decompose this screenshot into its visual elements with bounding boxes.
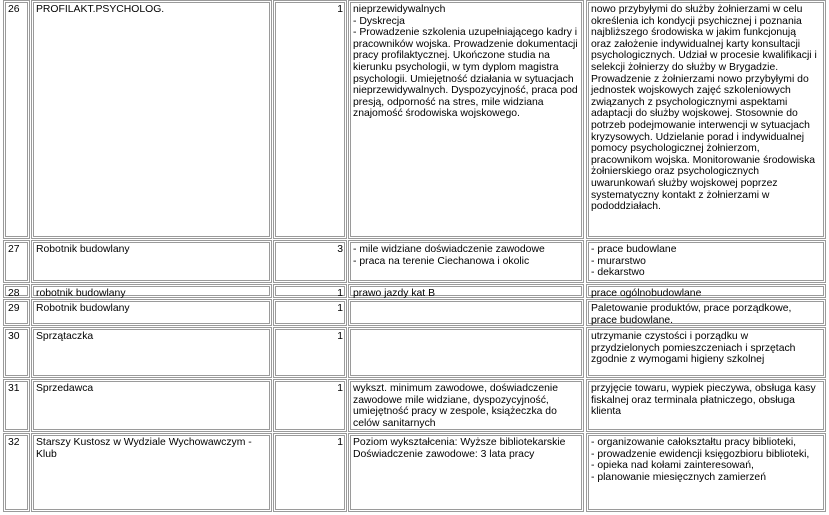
duty-line: utrzymanie czystości i porządku w	[591, 331, 749, 342]
requirement-line: Doświadczenie zawodowe: 3 lata pracy	[353, 448, 535, 460]
duty-line: psychologicznych. Udział w procesie kwalifikacji i	[591, 50, 817, 62]
duty-line: - murarstwo	[591, 255, 646, 267]
requirement-line: - Dyskrecja	[353, 15, 405, 27]
duty-line: - opieka nad kołami zainteresowań,	[591, 460, 754, 472]
quantity-cell	[273, 240, 347, 283]
duty-line: pracownikom wojska. Monitorowanie środowiska	[591, 154, 816, 166]
duty-line: przydzielonych pomieszczeniach i sprzętach	[591, 342, 796, 354]
duty-line: Prowadzenie z żołnierzami nowo przybyłymi do	[591, 73, 809, 85]
requirements-cell	[348, 299, 584, 326]
requirement-line: Poziom wykształcenia: Wyższe bibliotekarskie	[353, 437, 566, 448]
quantity: 1	[337, 303, 343, 314]
quantity: 1	[337, 383, 343, 394]
row-number-cell	[3, 327, 30, 378]
duties-cell	[586, 240, 826, 283]
duty-line: - prowadzenie ewidencji księgozbioru biblioteki,	[591, 448, 810, 460]
duties-cell	[586, 299, 826, 326]
row-number: 29	[8, 303, 20, 314]
job-title: Robotnik budowlany	[36, 244, 130, 255]
requirements-cell	[348, 0, 584, 239]
requirement-line: - praca na terenie Ciechanowa i okolic	[353, 255, 530, 267]
quantity: 1	[337, 288, 343, 299]
row-number-cell	[3, 0, 30, 239]
row-number: 31	[8, 383, 20, 394]
requirement-line: kierunku psychologii, w tym dyplom magistra	[353, 61, 559, 73]
row-number-cell	[3, 433, 30, 512]
duty-line: - organizowanie całokształtu pracy biblioteki,	[591, 437, 797, 448]
quantity-cell	[273, 0, 347, 239]
quantity: 1	[337, 4, 343, 15]
duty-line: określenia ich kondycji psychicznej i poznania	[591, 15, 802, 27]
row-number: 28	[8, 288, 20, 299]
job-title: PROFILAKT.PSYCHOLOG.	[36, 4, 165, 15]
requirement-line: psychologii. Umiejętność działania w sytuacjach	[353, 73, 574, 85]
quantity: 1	[337, 437, 343, 448]
duty-line: przyjęcie towaru, wypiek pieczywa, obsługa kasy	[591, 383, 816, 394]
duties-cell	[586, 379, 826, 432]
job-title-cell	[31, 327, 272, 378]
quantity-cell	[273, 433, 347, 512]
row-number-cell	[3, 379, 30, 432]
requirement-line: zawodowe mile widziane, dyspozycyjność,	[353, 394, 549, 406]
duty-line: kryzysowych. Udzielanie porad i indywidualnej	[591, 131, 805, 143]
table-row	[0, 433, 829, 512]
duty-line: nowo przybyłymi do służby żołnierzami w celu	[591, 4, 803, 15]
requirement-line: nieprzewidywalnych. Dyspozycyjność, praca pod	[353, 85, 578, 97]
duties-cell	[586, 327, 826, 378]
duty-line: jednostek wojskowych zajęć szkoleniowych	[591, 85, 791, 97]
requirement-line: prawo jazdy kat B	[353, 288, 436, 299]
row-number: 30	[8, 331, 20, 342]
job-title: robotnik budowlany	[36, 288, 126, 299]
job-title: Sprzedawca	[36, 383, 94, 394]
duties-cell	[586, 284, 826, 298]
duty-line: Paletowanie produktów, prace porządkowe,	[591, 303, 792, 314]
quantity: 3	[337, 244, 343, 255]
duty-line: najbliższego środowiska w jakim funkcjonują	[591, 27, 797, 39]
job-title-cell	[31, 299, 272, 326]
table-row	[0, 379, 829, 432]
job-title: Robotnik budowlany	[36, 303, 130, 314]
quantity-cell	[273, 379, 347, 432]
job-title: Starszy Kustosz w Wydziale Wychowawczym - Klub	[36, 437, 252, 460]
row-number-cell	[3, 240, 30, 283]
duty-line: oraz założenie indywidualnej karty konsultacji	[591, 38, 801, 50]
duty-line: systematyczny kontakt z żołnierzami w	[591, 189, 770, 201]
duty-line: - prace budowlane	[591, 244, 677, 255]
job-title: Sprzątaczka	[36, 331, 94, 342]
duty-line: - planowanie miesięcznych zamierzeń	[591, 471, 766, 483]
requirement-line: pracowników wojska. Prowadzenie dokumentacji	[353, 38, 578, 50]
job-title-cell	[31, 379, 272, 432]
duty-line: fiskalnej oraz terminala płatniczego, obsługa	[591, 394, 795, 406]
duty-line: prace ogólnobudowlane	[591, 288, 702, 299]
duty-line: zgodnie z wymogami higieny szkolnej	[591, 354, 765, 366]
requirement-line: - mile widziane doświadczenie zawodowe	[353, 244, 545, 255]
duty-line: selekcji żołnierzy do służby w Brygadzie.	[591, 61, 779, 73]
requirement-line: wykszt. minimum zawodowe, doświadczenie	[353, 383, 559, 394]
table-row	[0, 240, 829, 283]
duty-line: pomocy psychologicznej żołnierzom,	[591, 143, 760, 155]
job-title-cell	[31, 0, 272, 239]
duty-line: potrzeb podejmowanie interwencji w sytuacjach	[591, 119, 810, 131]
requirement-line: umiejętność pracy w zespole, książeczka do	[353, 406, 557, 418]
row-number: 32	[8, 437, 20, 448]
row-number: 26	[8, 4, 20, 15]
requirements-cell	[348, 433, 584, 512]
quantity-cell	[273, 299, 347, 326]
requirements-cell	[348, 284, 584, 298]
table-row	[0, 299, 829, 326]
requirement-line: znajomość środowiska wojskowego.	[353, 108, 520, 120]
quantity-cell	[273, 284, 347, 298]
table-row	[0, 284, 829, 298]
requirements-cell	[348, 327, 584, 378]
duty-line: adaptacji do służby wojskowej. Stosownie do	[591, 108, 798, 120]
requirement-line: pracy profilaktycznej. Ukończone studia na	[353, 50, 550, 62]
table-row	[0, 0, 829, 239]
row-number-cell	[3, 299, 30, 326]
job-title-cell	[31, 433, 272, 512]
duty-line: pododdziałach.	[591, 201, 661, 213]
requirement-line: celów sanitarnych	[353, 417, 436, 429]
duty-line: żołnierskiego oraz psychologicznych	[591, 166, 760, 178]
table-row	[0, 327, 829, 378]
quantity: 1	[337, 331, 343, 342]
duty-line: związanych z psychologicznymi aspektami	[591, 96, 788, 108]
duty-line: klienta	[591, 406, 622, 418]
requirement-line: nieprzewidywalnych	[353, 4, 446, 15]
row-number: 27	[8, 244, 20, 255]
duties-cell	[586, 0, 826, 239]
requirements-cell	[348, 240, 584, 283]
duty-line: uwarunkowań służby wojskowej poprzez	[591, 177, 778, 189]
duties-cell	[586, 433, 826, 512]
quantity-cell	[273, 327, 347, 378]
duty-line: prace budowlane.	[591, 314, 674, 326]
requirement-line: - Prowadzenie szkolenia uzupełniającego kadry i	[353, 27, 578, 39]
job-title-cell	[31, 284, 272, 298]
requirements-cell	[348, 379, 584, 432]
duty-line: - dekarstwo	[591, 267, 645, 279]
job-title-cell	[31, 240, 272, 283]
requirement-line: presją, odporność na stres, mile widziana	[353, 96, 544, 108]
row-number-cell	[3, 284, 30, 298]
